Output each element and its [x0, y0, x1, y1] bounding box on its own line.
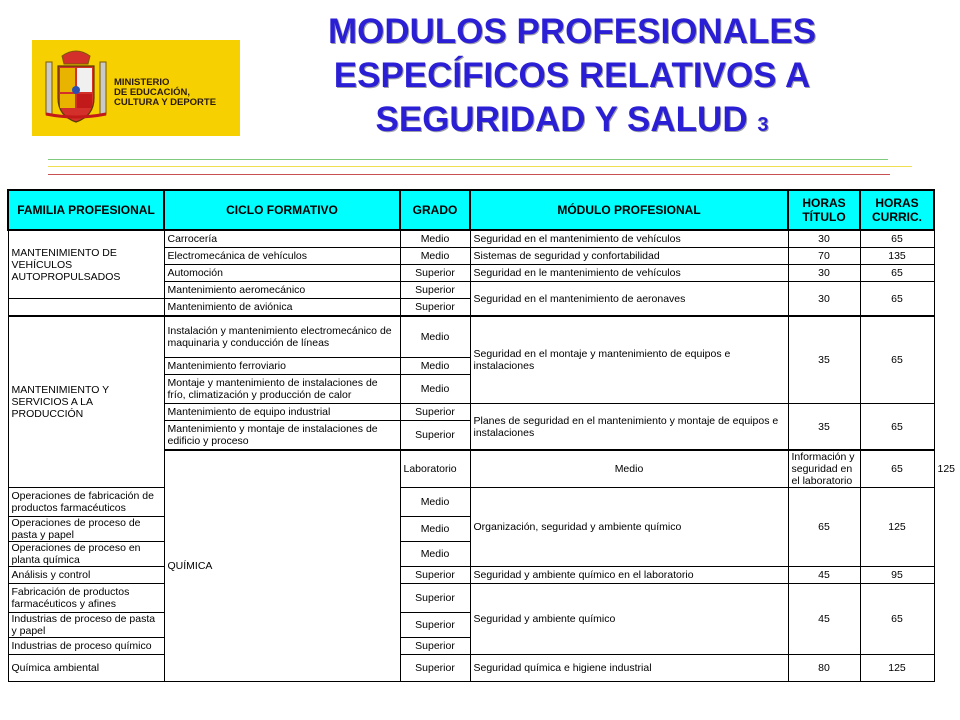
modulo-cell: Seguridad en el mantenimiento de aeronaves — [470, 282, 788, 317]
grado-cell: Superior — [400, 613, 470, 638]
horas-titulo-cell: 35 — [788, 316, 860, 404]
horas-titulo-cell: 45 — [788, 567, 860, 584]
modulo-cell: Sistemas de seguridad y confortabilidad — [470, 248, 788, 265]
ministry-logo — [32, 40, 240, 136]
header-horas-curric: HORAS CURRIC. — [860, 190, 934, 230]
grado-cell: Medio — [400, 542, 470, 567]
modulo-cell: Seguridad en le mantenimiento de vehículos — [470, 265, 788, 282]
horas-titulo-cell: 70 — [788, 248, 860, 265]
title-line-2: ESPECÍFICOS RELATIVOS A — [333, 56, 811, 95]
ministry-line-2: DE EDUCACIÓN, — [114, 87, 191, 98]
ciclo-cell: Fabricación de productos farmacéuticos y afines — [8, 584, 164, 613]
ciclo-cell: Operaciones de proceso en planta química — [8, 542, 164, 567]
table-row — [8, 230, 934, 248]
ciclo-cell: Operaciones de proceso de pasta y papel — [8, 517, 164, 542]
grado-cell: Medio — [400, 316, 470, 358]
ciclo-cell: Análisis y control — [8, 567, 164, 584]
horas-curric-cell: 125 — [860, 655, 934, 682]
ciclo-cell: Mantenimiento de equipo industrial — [164, 404, 400, 421]
horas-titulo-cell: 30 — [788, 265, 860, 282]
horas-titulo-cell: 30 — [788, 230, 860, 248]
familia-cell: MANTENIMIENTO DE VEHÍCULOS AUTOPROPULSADOS — [8, 230, 164, 299]
table-row — [8, 488, 934, 517]
grado-cell: Superior — [400, 567, 470, 584]
horas-curric-cell: 135 — [860, 248, 934, 265]
horas-curric-cell: 125 — [860, 488, 934, 567]
ciclo-cell: Montaje y mantenimiento de instalaciones de frío, climatización y producción de calor — [164, 375, 400, 404]
ciclo-cell: Mantenimiento de aviónica — [164, 299, 400, 317]
horas-titulo-cell: 80 — [788, 655, 860, 682]
ciclo-cell: Industrias de proceso químico — [8, 638, 164, 655]
familia-cell: QUÍMICA — [164, 450, 400, 682]
header-grado: GRADO — [400, 190, 470, 230]
ciclo-cell: Automoción — [164, 265, 400, 282]
table-row: QUÍMICA Laboratorio Medio Información y seguridad en el laboratorio 65 125 — [8, 450, 934, 488]
divider-yellow — [48, 166, 912, 167]
horas-curric-cell: 65 — [860, 282, 934, 317]
coat-of-arms-icon — [42, 48, 110, 128]
divider-red — [48, 174, 890, 175]
familia-cell-continued — [8, 299, 164, 317]
header-modulo: MÓDULO PROFESIONAL — [470, 190, 788, 230]
horas-curric-cell: 65 — [860, 316, 934, 404]
header-horas-titulo: HORAS TÍTULO — [788, 190, 860, 230]
grado-cell: Medio — [400, 375, 470, 404]
horas-titulo-cell: 30 — [788, 282, 860, 317]
horas-titulo-cell: 65 — [788, 488, 860, 567]
modulo-cell: Seguridad y ambiente químico en el laboratorio — [470, 567, 788, 584]
ciclo-cell: Instalación y mantenimiento electromecánico de maquinaria y conducción de líneas — [164, 316, 400, 358]
horas-titulo-cell: 65 — [860, 450, 934, 488]
ciclo-cell: Química ambiental — [8, 655, 164, 682]
modulo-cell: Seguridad en el mantenimiento de vehículos — [470, 230, 788, 248]
ciclo-cell: Industrias de proceso de pasta y papel — [8, 613, 164, 638]
grado-cell: Medio — [470, 450, 788, 488]
ministry-line-1: MINISTERIO — [114, 77, 170, 88]
divider-green — [48, 159, 888, 160]
ciclo-cell: Mantenimiento aeromecánico — [164, 282, 400, 299]
table-header-row — [8, 190, 934, 230]
horas-curric-cell: 95 — [860, 567, 934, 584]
table-row — [8, 567, 934, 584]
grado-cell: Superior — [400, 299, 470, 317]
table-row — [8, 655, 934, 682]
title-line-3-text: SEGURIDAD Y SALUD — [375, 100, 748, 139]
modulo-cell: Información y seguridad en el laboratorio — [788, 450, 860, 488]
modulo-cell: Seguridad en el montaje y mantenimiento de equipos e instalaciones — [470, 316, 788, 404]
horas-titulo-cell: 45 — [788, 584, 860, 655]
ministry-text — [114, 78, 216, 108]
table-row — [8, 584, 934, 613]
grado-cell: Medio — [400, 248, 470, 265]
modulo-cell: Seguridad química e higiene industrial — [470, 655, 788, 682]
table-row — [8, 316, 934, 358]
horas-curric-cell: 65 — [860, 404, 934, 451]
modulo-cell: Planes de seguridad en el mantenimiento y montaje de equipos e instalaciones — [470, 404, 788, 451]
modulo-cell: Seguridad y ambiente químico — [470, 584, 788, 655]
page-title — [262, 10, 882, 147]
horas-curric-cell: 65 — [860, 584, 934, 655]
grado-cell: Medio — [400, 230, 470, 248]
horas-titulo-cell: 35 — [788, 404, 860, 451]
ciclo-cell: Mantenimiento y montaje de instalaciones de edificio y proceso — [164, 421, 400, 451]
ciclo-cell: Operaciones de fabricación de productos farmacéuticos — [8, 488, 164, 517]
grado-cell: Superior — [400, 282, 470, 299]
title-line-1: MODULOS PROFESIONALES — [327, 12, 817, 51]
grado-cell: Superior — [400, 265, 470, 282]
ciclo-cell: Electromecánica de vehículos — [164, 248, 400, 265]
header-ciclo: CICLO FORMATIVO — [164, 190, 400, 230]
grado-cell: Medio — [400, 488, 470, 517]
grado-cell: Superior — [400, 421, 470, 451]
ciclo-cell: Carrocería — [164, 230, 400, 248]
grado-cell: Medio — [400, 358, 470, 375]
grado-cell: Medio — [400, 517, 470, 542]
modules-table — [7, 189, 956, 682]
horas-curric-cell: 65 — [860, 230, 934, 248]
modulo-cell: Organización, seguridad y ambiente químico — [470, 488, 788, 567]
familia-cell: MANTENIMIENTO Y SERVICIOS A LA PRODUCCIÓN — [8, 316, 164, 488]
horas-curric-cell: 65 — [860, 265, 934, 282]
ciclo-cell: Mantenimiento ferroviario — [164, 358, 400, 375]
grado-cell: Superior — [400, 655, 470, 682]
grado-cell: Superior — [400, 584, 470, 613]
title-line-3 — [262, 98, 882, 147]
header-familia: FAMILIA PROFESIONAL — [8, 190, 164, 230]
grado-cell: Superior — [400, 638, 470, 655]
ministry-line-3: CULTURA Y DEPORTE — [114, 97, 217, 108]
grado-cell: Superior — [400, 404, 470, 421]
page-number: 3 — [757, 114, 769, 136]
ciclo-cell: Laboratorio — [400, 450, 470, 488]
